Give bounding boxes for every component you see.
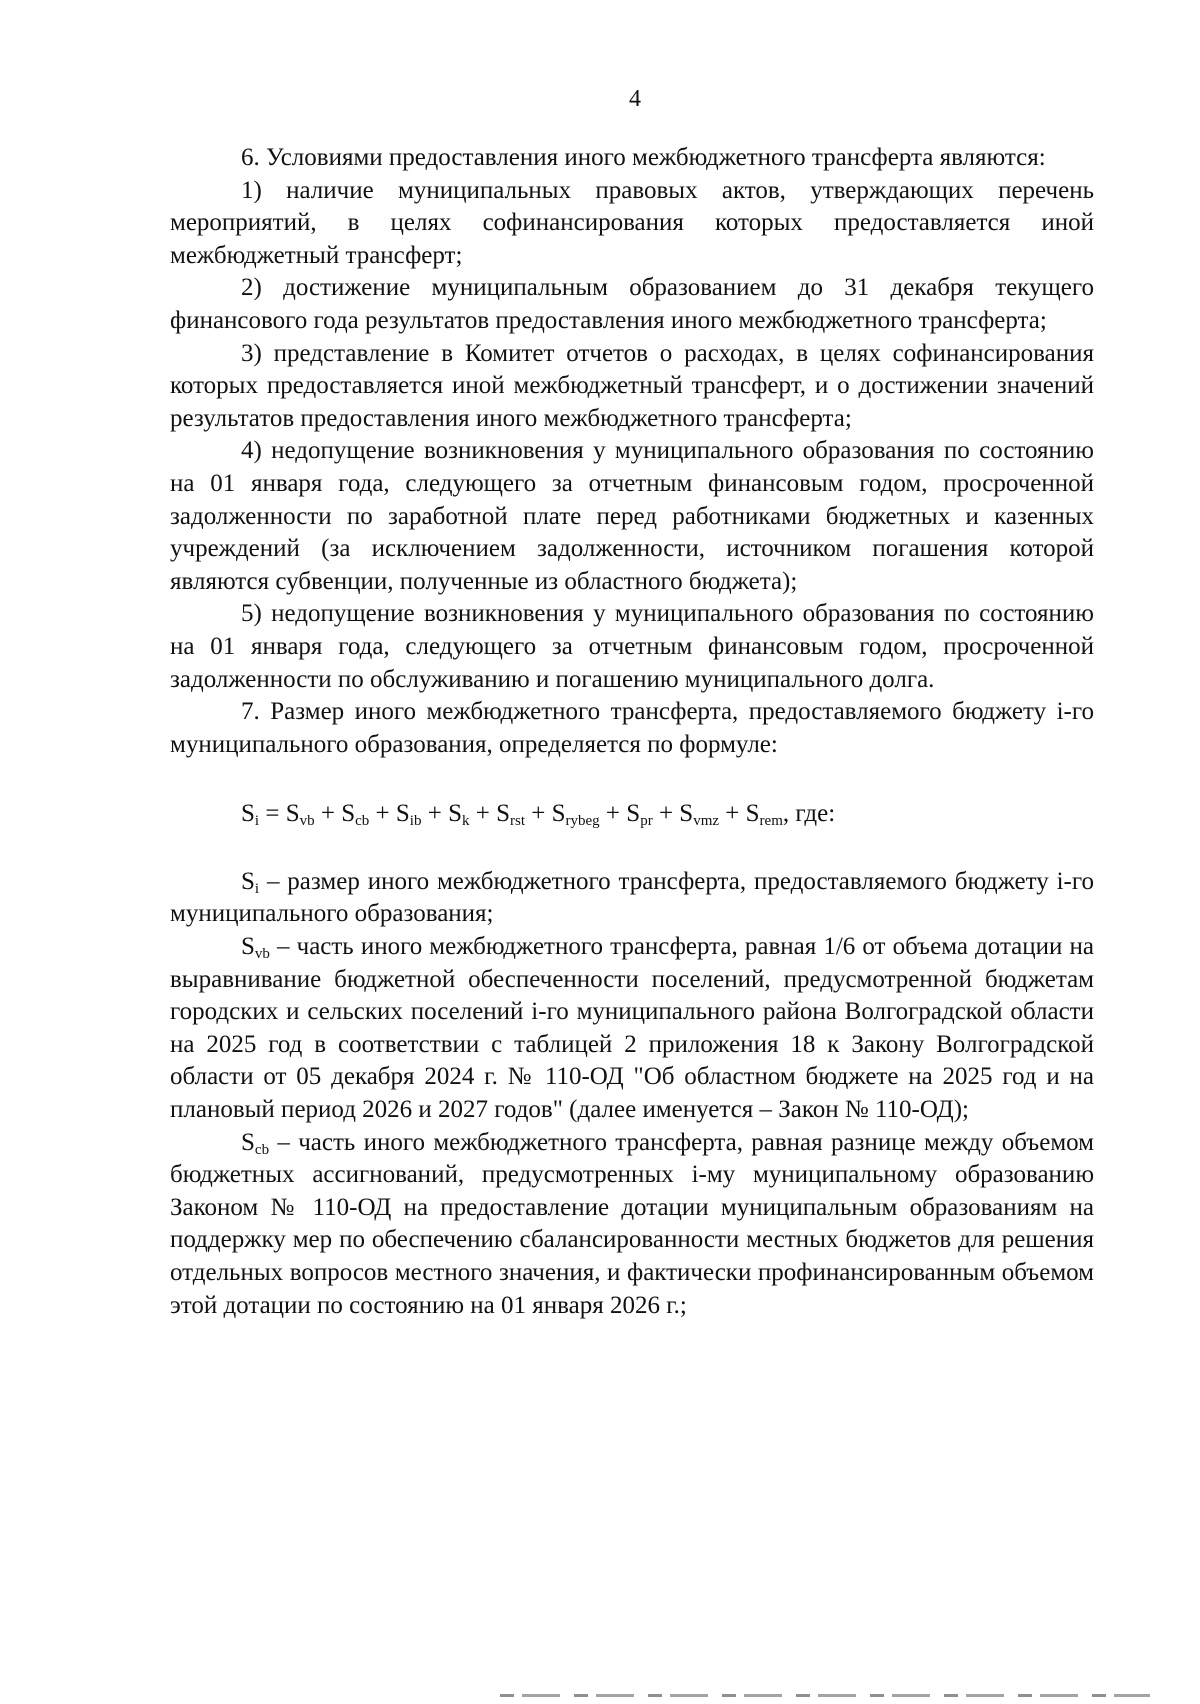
- paragraph-7: 7. Размер иного межбюджетного трансферта, предоставляемого бюджету i-го муниципального образования, определяется по формуле:: [170, 698, 1094, 758]
- condition-3: 3) представление в Комитет отчетов о расходах, в целях софинансирования которых предоставляется иной межбюджетный трансферт, и о достижении значений результатов предоставления иного межбюджетного трансферта;: [170, 339, 1094, 432]
- condition-2: 2) достижение муниципальным образованием до 31 декабря текущего финансового года результатов предоставления иного межбюджетного трансферта;: [170, 274, 1094, 334]
- condition-5: 5) недопущение возникновения у муниципального образования по состоянию на 01 января года, следующего за отчетным финансовым годом, просроченной задолженности по обслуживанию и погашению муниципального долга.: [170, 600, 1094, 693]
- definition-svb: $S_{vb}$ – часть иного межбюджетного трансферта, равная 1/6 от объема дотации на выравнивание бюджетной обеспеченности поселений, предусмотренной бюджетам городских и сельских поселений i-го муниципального района Волгоградской области на 2025 год в соответствии с таблицей 2 приложения 18 к Закону Волгоградской области от 05 декабря 2024 г. № 110-ОД "Об областном бюджете на 2025 год и на плановый период 2026 и 2027 годов" (далее именуется – Закон № 110-ОД);: [170, 933, 1094, 1124]
- formula-term-k: $S_k$: [448, 800, 470, 830]
- transfer-formula: $S_i = S_{vb} + S_{cb} + S_{ib} + S_k + S_{rst} + S_{rybeg} + S_{pr} + S_{vmz} + S_{rem}$, где:: [241, 800, 836, 830]
- paragraph-6: 6. Условиями предоставления иного межбюджетного трансферта являются:: [241, 144, 1046, 171]
- condition-4: 4) недопущение возникновения у муниципального образования по состоянию на 01 января года, следующего за отчетным финансовым годом, просроченной задолженности по заработной плате перед работниками бюджетных и казенных учреждений (за исключением задолженности, источником погашения которой являются субвенции, полученные из областного бюджета);: [170, 437, 1094, 595]
- formula-term-vmz: $S_{vmz}$: [679, 800, 720, 830]
- formula-term-cb: $S_{cb}$: [341, 800, 370, 830]
- formula-term-rybeg: $S_{rybeg}$: [551, 800, 600, 830]
- condition-1: 1) наличие муниципальных правовых актов, утверждающих перечень мероприятий, в целях софинансирования которых предоставляется иной межбюджетный трансферт;: [170, 176, 1094, 269]
- formula-term-ib: $S_{ib}$: [395, 800, 422, 830]
- formula-term-pr: $S_{pr}$: [626, 800, 653, 830]
- document-body: [170, 142, 1094, 1322]
- page-number: 4: [629, 86, 641, 112]
- formula-term-rem: $S_{rem}$: [745, 800, 783, 830]
- definition-scb: $S_{cb}$ – часть иного межбюджетного трансферта, равная разнице между объемом бюджетных ассигнований, предусмотренных i-му муниципальному образованию Законом № 110-ОД на предоставление дотации муниципальным образованиям на поддержку мер по обеспечению сбалансированности местных бюджетов для решения отдельных вопросов местного значения, и фактически профинансированным объемом этой дотации по состоянию на 01 января 2026 г.;: [170, 1128, 1094, 1319]
- formula-lhs: $S_i$: [241, 800, 260, 830]
- formula-term-rst: $S_{rst}$: [496, 800, 525, 830]
- formula-term-vb: $S_{vb}$: [285, 800, 315, 830]
- scan-edge-artifact: [500, 1694, 1150, 1697]
- definition-si: $S_i$ – размер иного межбюджетного трансферта, предоставляемого бюджету i-го муниципального образования;: [170, 867, 1094, 928]
